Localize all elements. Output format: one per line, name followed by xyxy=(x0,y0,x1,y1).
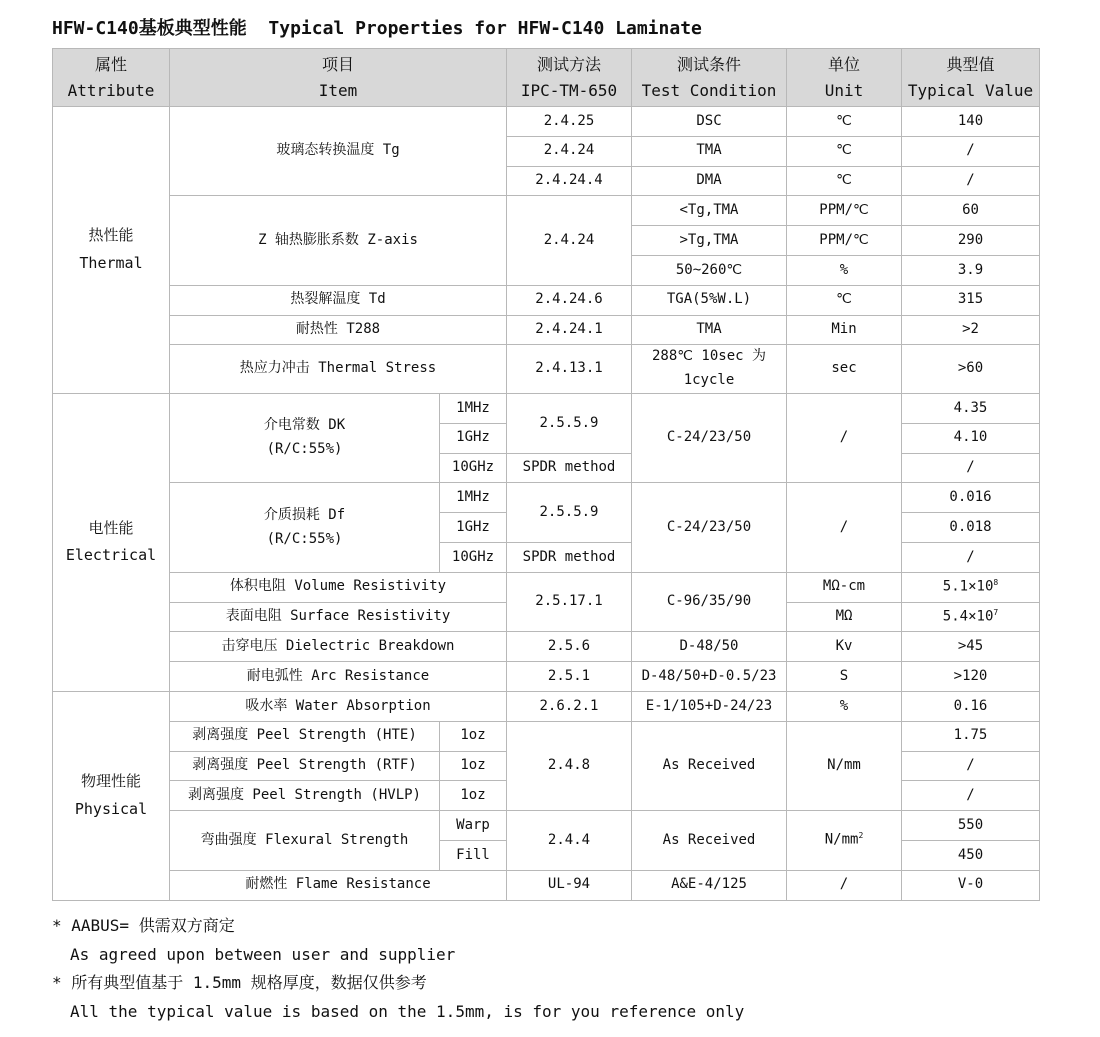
method-cell: 2.4.24.6 xyxy=(507,285,632,315)
item-arc-resistance: 耐电弧性 Arc Resistance xyxy=(170,662,507,692)
item-peel-rtf: 剥离强度 Peel Strength (RTF) xyxy=(170,751,440,781)
note-thickness-en: All the typical value is based on the 1.5mm, is for you reference only xyxy=(70,1001,745,1021)
value-cell: 550 xyxy=(902,811,1040,841)
table-row xyxy=(53,483,1040,513)
table-row xyxy=(53,393,1040,423)
method-cell: 2.4.25 xyxy=(507,107,632,137)
table-row xyxy=(53,632,1040,662)
table-row xyxy=(53,811,1040,841)
attr-physical: 物理性能 Physical xyxy=(53,691,170,900)
value-cell: 4.10 xyxy=(902,423,1040,453)
table-row xyxy=(53,721,1040,751)
value-cell: 140 xyxy=(902,107,1040,137)
item-surface-resistivity: 表面电阻 Surface Resistivity xyxy=(170,602,507,632)
item-t288: 耐热性 T288 xyxy=(170,315,507,345)
header-condition: 测试条件 Test Condition xyxy=(632,49,787,107)
value-cell: >120 xyxy=(902,662,1040,692)
method-cell: 2.4.8 xyxy=(507,721,632,810)
condition-cell: C-96/35/90 xyxy=(632,572,787,632)
unit-cell: Min xyxy=(787,315,902,345)
value-cell: >45 xyxy=(902,632,1040,662)
copper-weight-cell: 1oz xyxy=(440,721,507,751)
condition-cell: <Tg,TMA xyxy=(632,196,787,226)
method-cell: 2.5.1 xyxy=(507,662,632,692)
method-cell: 2.4.24 xyxy=(507,136,632,166)
method-cell: 2.5.6 xyxy=(507,632,632,662)
value-cell: 0.016 xyxy=(902,483,1040,513)
value-cell: $5.4\times 10^7$ xyxy=(902,602,1040,632)
condition-cell: D-48/50 xyxy=(632,632,787,662)
value-cell: >60 xyxy=(902,345,1040,394)
item-peel-hte: 剥离强度 Peel Strength (HTE) xyxy=(170,721,440,751)
copper-weight-cell: 1oz xyxy=(440,751,507,781)
unit-cell: ℃ xyxy=(787,285,902,315)
value-cell: / xyxy=(902,166,1040,196)
unit-cell: / xyxy=(787,483,902,572)
unit-cell: PPM/℃ xyxy=(787,226,902,256)
table-header xyxy=(53,49,1040,107)
item-dielectric-breakdown: 击穿电压 Dielectric Breakdown xyxy=(170,632,507,662)
value-cell: / xyxy=(902,781,1040,811)
value-cell: $5.1\times 10^8$ xyxy=(902,572,1040,602)
title-cn: 基板典型性能 xyxy=(138,18,247,39)
unit-cell: ℃ xyxy=(787,136,902,166)
condition-cell: E-1/105+D-24/23 xyxy=(632,691,787,721)
condition-cell: 50~260℃ xyxy=(632,255,787,285)
method-cell: 2.4.24.1 xyxy=(507,315,632,345)
method-cell: 2.4.13.1 xyxy=(507,345,632,394)
value-cell: 3.9 xyxy=(902,255,1040,285)
condition-cell: C-24/23/50 xyxy=(632,483,787,572)
value-cell: 450 xyxy=(902,840,1040,870)
item-peel-hvlp: 剥离强度 Peel Strength (HVLP) xyxy=(170,781,440,811)
item-flexural-strength: 弯曲强度 Flexural Strength xyxy=(170,811,440,871)
unit-cell: PPM/℃ xyxy=(787,196,902,226)
item-td: 热裂解温度 Td xyxy=(170,285,507,315)
frequency-cell: 1GHz xyxy=(440,423,507,453)
item-water-absorption: 吸水率 Water Absorption xyxy=(170,691,507,721)
value-cell: 0.16 xyxy=(902,691,1040,721)
item-z-axis: Z 轴热膨胀系数 Z-axis xyxy=(170,196,507,285)
note-aabus: * AABUS= 供需双方商定 xyxy=(52,916,235,935)
method-cell: 2.4.24 xyxy=(507,196,632,285)
condition-cell: TGA(5%W.L) xyxy=(632,285,787,315)
value-cell: / xyxy=(902,453,1040,483)
unit-cell: / xyxy=(787,870,902,900)
item-thermal-stress: 热应力冲击 Thermal Stress xyxy=(170,345,507,394)
item-volume-resistivity: 体积电阻 Volume Resistivity xyxy=(170,572,507,602)
unit-cell: Kv xyxy=(787,632,902,662)
item-df: 介质损耗 Df (R/C:55%) xyxy=(170,483,440,572)
condition-cell: A&E-4/125 xyxy=(632,870,787,900)
method-cell: 2.6.2.1 xyxy=(507,691,632,721)
table-row xyxy=(53,691,1040,721)
footnotes xyxy=(52,912,744,1026)
condition-cell: D-48/50+D-0.5/23 xyxy=(632,662,787,692)
unit-cell: / xyxy=(787,393,902,482)
copper-weight-cell: 1oz xyxy=(440,781,507,811)
page-title xyxy=(52,14,702,40)
value-cell: 290 xyxy=(902,226,1040,256)
item-flame-resistance: 耐燃性 Flame Resistance xyxy=(170,870,507,900)
unit-cell: $N/mm^2$ xyxy=(787,811,902,871)
unit-cell: MΩ xyxy=(787,602,902,632)
header-unit: 单位 Unit xyxy=(787,49,902,107)
table-row xyxy=(53,315,1040,345)
direction-cell: Fill xyxy=(440,840,507,870)
title-code: HFW-C140 xyxy=(52,18,139,39)
frequency-cell: 1MHz xyxy=(440,393,507,423)
method-cell: 2.4.4 xyxy=(507,811,632,871)
value-cell: 1.75 xyxy=(902,721,1040,751)
method-cell: 2.5.5.9 xyxy=(507,483,632,543)
frequency-cell: 10GHz xyxy=(440,542,507,572)
table-row xyxy=(53,662,1040,692)
method-cell: UL-94 xyxy=(507,870,632,900)
frequency-cell: 1GHz xyxy=(440,513,507,543)
value-cell: 4.35 xyxy=(902,393,1040,423)
unit-cell: MΩ-cm xyxy=(787,572,902,602)
value-cell: V-0 xyxy=(902,870,1040,900)
condition-cell: DMA xyxy=(632,166,787,196)
table-row xyxy=(53,870,1040,900)
attr-thermal: 热性能 Thermal xyxy=(53,107,170,394)
header-value: 典型值 Typical Value xyxy=(902,49,1040,107)
method-cell: 2.4.24.4 xyxy=(507,166,632,196)
condition-cell: TMA xyxy=(632,315,787,345)
item-dk: 介电常数 DK (R/C:55%) xyxy=(170,393,440,482)
attr-electrical: 电性能 Electrical xyxy=(53,393,170,691)
direction-cell: Warp xyxy=(440,811,507,841)
value-cell: >2 xyxy=(902,315,1040,345)
unit-cell: ℃ xyxy=(787,107,902,137)
frequency-cell: 10GHz xyxy=(440,453,507,483)
condition-cell: As Received xyxy=(632,721,787,810)
value-cell: / xyxy=(902,136,1040,166)
header-item: 项目 Item xyxy=(170,49,507,107)
value-cell: / xyxy=(902,542,1040,572)
title-en: Typical Properties for HFW-C140 Laminate xyxy=(268,18,702,39)
note-aabus-en: As agreed upon between user and supplier xyxy=(70,944,456,964)
value-cell: 0.018 xyxy=(902,513,1040,543)
unit-cell: sec xyxy=(787,345,902,394)
unit-cell: N/mm xyxy=(787,721,902,810)
method-cell: 2.5.5.9 xyxy=(507,393,632,453)
properties-table xyxy=(52,48,1040,901)
condition-cell: DSC xyxy=(632,107,787,137)
value-cell: / xyxy=(902,751,1040,781)
note-thickness: * 所有典型值基于 1.5mm 规格厚度，数据仅供参考 xyxy=(52,973,427,992)
value-cell: 315 xyxy=(902,285,1040,315)
value-cell: 60 xyxy=(902,196,1040,226)
condition-cell: As Received xyxy=(632,811,787,871)
header-method: 测试方法 IPC-TM-650 xyxy=(507,49,632,107)
table-row xyxy=(53,196,1040,226)
unit-cell: % xyxy=(787,255,902,285)
table-row xyxy=(53,107,1040,137)
method-cell: SPDR method xyxy=(507,453,632,483)
method-cell: SPDR method xyxy=(507,542,632,572)
condition-cell: 288℃ 10sec 为 1cycle xyxy=(632,345,787,394)
table-row xyxy=(53,285,1040,315)
condition-cell: >Tg,TMA xyxy=(632,226,787,256)
table-row xyxy=(53,572,1040,602)
condition-cell: C-24/23/50 xyxy=(632,393,787,482)
unit-cell: ℃ xyxy=(787,166,902,196)
unit-cell: % xyxy=(787,691,902,721)
frequency-cell: 1MHz xyxy=(440,483,507,513)
header-attribute: 属性 Attribute xyxy=(53,49,170,107)
condition-cell: TMA xyxy=(632,136,787,166)
method-cell: 2.5.17.1 xyxy=(507,572,632,632)
unit-cell: S xyxy=(787,662,902,692)
item-tg: 玻璃态转换温度 Tg xyxy=(170,107,507,196)
